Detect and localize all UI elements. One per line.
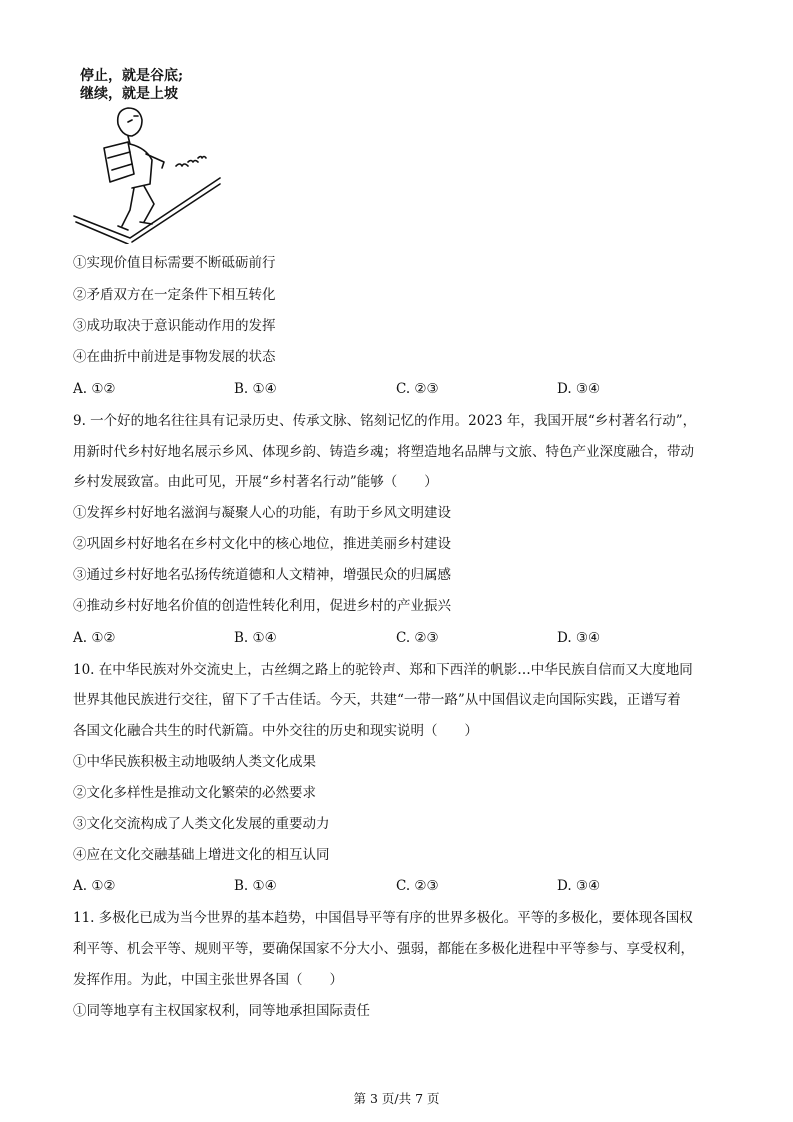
q8-choice-a[interactable]: A. ①② — [73, 381, 116, 397]
q9-option-2: ②巩固乡村好地名在乡村文化中的核心地位，推进美丽乡村建设 — [73, 536, 451, 552]
cartoon-caption-line2: 继续，就是上坡 — [80, 86, 178, 102]
q9-option-1: ①发挥乡村好地名滋润与凝聚人心的功能，有助于乡风文明建设 — [73, 505, 451, 521]
q10-stem-line1: 10. 在中华民族对外交流史上，古丝绸之路上的驼铃声、郑和下西洋的帆影…中华民族自信而又大度地同 — [73, 662, 693, 678]
q8-choice-b[interactable]: B. ①④ — [234, 381, 277, 397]
q8-option-3: ③成功取决于意识能动作用的发挥 — [73, 318, 276, 334]
q9-choice-d[interactable]: D. ③④ — [557, 630, 601, 646]
q10-option-1: ①中华民族积极主动地吸纳人类文化成果 — [73, 754, 316, 770]
q9-choice-c[interactable]: C. ②③ — [396, 630, 439, 646]
q9-stem-line3: 乡村发展致富。由此可见，开展“乡村著名行动”能够（ ） — [73, 474, 438, 490]
q10-choice-a[interactable]: A. ①② — [73, 878, 116, 894]
q9-option-4: ④推动乡村好地名价值的创造性转化利用，促进乡村的产业振兴 — [73, 598, 451, 614]
q10-option-4: ④应在文化交融基础上增进文化的相互认同 — [73, 847, 330, 863]
q10-stem-line3: 各国文化融合共生的时代新篇。中外交往的历史和现实说明（ ） — [73, 723, 478, 739]
q9-option-3: ③通过乡村好地名弘扬传统道德和人文精神，增强民众的归属感 — [73, 567, 451, 583]
q9-choice-a[interactable]: A. ①② — [73, 630, 116, 646]
q8-choice-d[interactable]: D. ③④ — [557, 381, 601, 397]
q10-choice-d[interactable]: D. ③④ — [557, 878, 601, 894]
q11-option-1: ①同等地享有主权国家权利，同等地承担国际责任 — [73, 1003, 370, 1019]
q8-option-2: ②矛盾双方在一定条件下相互转化 — [73, 287, 276, 303]
q8-option-4: ④在曲折中前进是事物发展的状态 — [73, 349, 276, 365]
q9-stem-line1: 9. 一个好的地名往往具有记录历史、传承文脉、铭刻记忆的作用。2023 年，我国开展“乡村著名行动”， — [73, 413, 697, 429]
q9-stem-line2: 用新时代乡村好地名展示乡风、体现乡韵、铸造乡魂；将塑造地名品牌与文旅、特色产业深度融合，带动 — [73, 444, 694, 460]
q8-choice-c[interactable]: C. ②③ — [396, 381, 439, 397]
cartoon-caption-line1: 停止，就是谷底; — [80, 68, 184, 84]
q11-stem-line1: 11. 多极化已成为当今世界的基本趋势，中国倡导平等有序的世界多极化。平等的多极化，要体现各国权 — [73, 910, 693, 926]
q10-stem-line2: 世界其他民族进行交往，留下了千古佳话。今天，共建“一带一路”从中国倡议走向国际实践，正谱写着 — [73, 692, 681, 708]
cartoon-hiker-illustration — [72, 104, 222, 244]
q11-stem-line2: 利平等、机会平等、规则平等，要确保国家不分大小、强弱，都能在多极化进程中平等参与、享受权利， — [73, 941, 694, 957]
q10-choice-b[interactable]: B. ①④ — [234, 878, 277, 894]
q10-option-2: ②文化多样性是推动文化繁荣的必然要求 — [73, 785, 316, 801]
q9-choice-b[interactable]: B. ①④ — [234, 630, 277, 646]
q11-stem-line3: 发挥作用。为此，中国主张世界各国（ ） — [73, 972, 343, 988]
q8-option-1: ①实现价值目标需要不断砥砺前行 — [73, 255, 276, 271]
q10-choice-c[interactable]: C. ②③ — [396, 878, 439, 894]
page-number-footer: 第 3 页/共 7 页 — [353, 1091, 440, 1106]
q10-option-3: ③文化交流构成了人类文化发展的重要动力 — [73, 816, 330, 832]
